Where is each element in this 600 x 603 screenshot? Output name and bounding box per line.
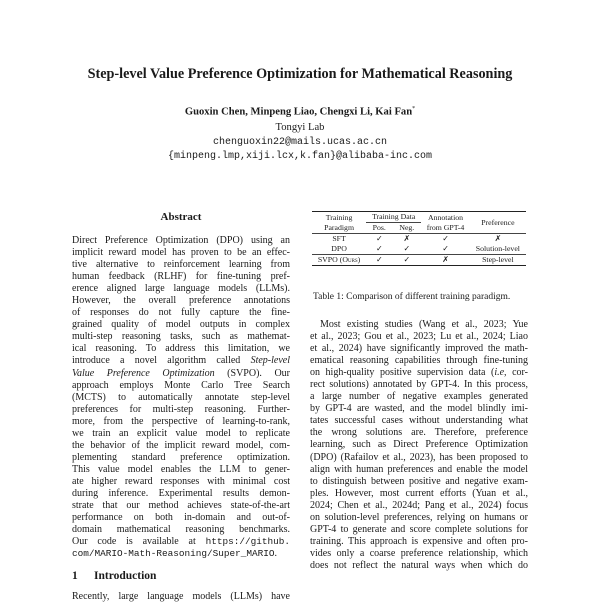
text-segment: does not reflect the natural ways when which do bbox=[310, 559, 528, 571]
text-segment: strate that our method achieves state-of-the-art bbox=[72, 500, 290, 512]
text-line bbox=[72, 331, 290, 343]
header-text: Annotation bbox=[427, 212, 464, 222]
text-line bbox=[310, 355, 528, 367]
text-segment: This value model enables the LLM to gener- bbox=[72, 463, 290, 475]
cell-paradigm: SVPO (Ours) bbox=[317, 255, 361, 264]
header-text: from GPT-4 bbox=[426, 222, 465, 232]
text-segment: vides only a coarse preference relationship, which bbox=[310, 547, 528, 559]
text-segment: Most existing studies (Wang et al., 2023; Yue bbox=[320, 319, 528, 330]
text-segment: ical reasoning. To address this limitation, we bbox=[72, 343, 290, 355]
cell-paradigm: SFT bbox=[332, 234, 346, 243]
text-line bbox=[310, 488, 528, 500]
text-segment: (SVPO). Our bbox=[214, 367, 290, 379]
corresponding-author-mark: * bbox=[412, 106, 416, 112]
text-segment: However, the overall preference annotations bbox=[72, 295, 290, 307]
cell-preference: Step-level bbox=[482, 255, 514, 264]
text-line bbox=[72, 488, 290, 500]
table-row bbox=[312, 255, 526, 266]
text-segment: et al., 2023; Gou et al., 2023; Lu et al., 2024; Liao bbox=[310, 331, 528, 343]
text-line bbox=[310, 560, 528, 572]
text-line bbox=[72, 380, 290, 392]
author-list bbox=[0, 106, 600, 118]
cell-neg: ✓ bbox=[403, 244, 411, 253]
text-line bbox=[72, 368, 290, 380]
cell-paradigm: DPO bbox=[331, 244, 347, 253]
header-neg: Neg. bbox=[399, 223, 415, 232]
intro-paragraph bbox=[72, 591, 290, 603]
text-segment: grained quality of model outputs in complex bbox=[72, 319, 290, 331]
text-line bbox=[72, 343, 290, 355]
text-line bbox=[72, 500, 290, 512]
section-number: 1 bbox=[72, 570, 78, 582]
text-segment: align with human preferences and enable the model bbox=[310, 463, 528, 475]
text-line bbox=[72, 319, 290, 331]
paper-title: Step-level Value Preference Optimization for Mathematical Reasoning bbox=[87, 66, 513, 82]
text-line bbox=[72, 548, 290, 560]
header-annotation bbox=[421, 212, 470, 234]
text-line bbox=[310, 512, 528, 524]
text-segment: performance on both in-domain and out-of- bbox=[72, 512, 290, 524]
cell-annotation: ✓ bbox=[442, 244, 449, 253]
text-line bbox=[310, 343, 528, 355]
text-line bbox=[72, 259, 290, 271]
cell-preference: ✗ bbox=[494, 234, 502, 243]
affiliation: Tongyi Lab bbox=[275, 122, 325, 133]
text-segment: et al., 2024) have significantly improved the math- bbox=[310, 343, 528, 355]
cell-neg: ✗ bbox=[403, 234, 411, 243]
cell-neg: ✓ bbox=[403, 255, 411, 264]
text-line bbox=[310, 331, 528, 343]
intro-body bbox=[310, 319, 528, 572]
table-row bbox=[312, 244, 526, 255]
text-segment: Value Preference Optimization bbox=[72, 367, 215, 379]
cell-pos: ✓ bbox=[375, 255, 383, 264]
email-primary: chenguoxin22@mails.ucas.ac.cn bbox=[212, 137, 388, 148]
text-line bbox=[310, 536, 528, 548]
header-training-data: Training Data bbox=[366, 212, 421, 223]
header-text: Training bbox=[325, 212, 353, 222]
text-segment: multi-step reasoning tasks, such as mathemat- bbox=[72, 331, 290, 343]
cell-pos: ✓ bbox=[375, 234, 383, 243]
text-line bbox=[72, 416, 290, 428]
text-segment: Step-level bbox=[250, 355, 290, 367]
text-segment: to distinguish between positive and negative exam- bbox=[310, 475, 528, 487]
text-segment: tates successful cases without understanding what bbox=[310, 415, 528, 427]
url-link[interactable]: com/MARIO-Math-Reasoning/Super_MARIO bbox=[72, 548, 275, 560]
text-segment: the wrong solutions are. Therefore, preference bbox=[310, 427, 528, 439]
text-segment: cor- bbox=[506, 367, 528, 379]
text-line bbox=[72, 512, 290, 524]
text-segment: of responses do not fully capture the fine- bbox=[72, 307, 290, 319]
text-segment: ate higher reward responses with minimal cost bbox=[72, 475, 290, 487]
table-caption: Table 1: Comparison of different training paradigm. bbox=[313, 292, 511, 302]
text-line bbox=[72, 307, 290, 319]
text-segment: on high-quality positive supervision data ( bbox=[310, 367, 495, 379]
email-group: {minpeng.lmp,xiji.lcx,k.fan}@alibaba-inc.com bbox=[167, 151, 433, 162]
text-line bbox=[72, 536, 290, 548]
text-segment: i.e, bbox=[494, 367, 507, 379]
url-link[interactable]: https://github. bbox=[205, 536, 290, 548]
table-row bbox=[312, 234, 526, 245]
text-segment: implicit reward model has proven to be an effec- bbox=[72, 247, 290, 259]
text-segment: during inference. Experimental results demon- bbox=[72, 487, 290, 499]
text-line bbox=[310, 319, 528, 331]
text-line bbox=[310, 464, 528, 476]
text-line bbox=[72, 452, 290, 464]
text-segment: tive alternative to reinforcement learning from bbox=[72, 259, 290, 271]
text-segment: ematical reasoning capabilities through fine-tuning bbox=[310, 355, 528, 367]
header-paradigm bbox=[312, 212, 366, 234]
text-line bbox=[310, 427, 528, 439]
text-segment: GPT-4 to generate and score complete solutions for bbox=[310, 523, 528, 535]
text-segment: (DPO) (Rafailov et al., 2023), has been proposed to bbox=[310, 451, 528, 463]
text-segment: more, from the perspective of learning-to-rank, bbox=[72, 415, 290, 427]
text-segment: 2024; Chen et al., 2024d; Pang et al., 2024) focus bbox=[310, 499, 528, 511]
cell-annotation: ✗ bbox=[442, 255, 449, 264]
text-line bbox=[310, 391, 528, 403]
cell-annotation: ✓ bbox=[442, 234, 449, 243]
text-line bbox=[72, 283, 290, 295]
text-line: Recently, large language models (LLMs) have bbox=[72, 591, 290, 602]
abstract-heading: Abstract bbox=[160, 211, 202, 223]
comparison-table bbox=[312, 211, 526, 266]
text-line bbox=[310, 439, 528, 451]
header-pos: Pos. bbox=[372, 223, 386, 232]
text-segment: . bbox=[274, 548, 278, 560]
text-segment: a large number of negative examples generated bbox=[310, 391, 528, 403]
text-line bbox=[72, 355, 290, 367]
text-segment: learning, such as Direct Preference Optimization bbox=[310, 439, 528, 451]
text-segment: Direct Preference Optimization (DPO) using an bbox=[72, 235, 290, 246]
text-line bbox=[72, 404, 290, 416]
text-line bbox=[310, 403, 528, 415]
text-segment: Our code is available at bbox=[72, 536, 206, 548]
text-line bbox=[310, 476, 528, 488]
header-text: Paradigm bbox=[324, 222, 355, 232]
text-segment: erence aligned large language models (LLMs). bbox=[72, 283, 290, 295]
text-segment: domain mathematical reasoning benchmarks. bbox=[72, 524, 290, 536]
text-segment: preferences for multi-step reasoning. Further- bbox=[72, 403, 290, 415]
text-line bbox=[310, 367, 528, 379]
text-segment: approach employs Monte Carlo Tree Search bbox=[72, 379, 290, 391]
text-line bbox=[310, 500, 528, 512]
section-heading-introduction bbox=[72, 570, 156, 582]
text-segment: rect solutions) annotated by GPT-4. In this process, bbox=[310, 379, 528, 391]
text-line bbox=[72, 247, 290, 259]
text-line bbox=[72, 271, 290, 283]
text-segment: the behavior of the implicit reward model, com- bbox=[72, 439, 290, 451]
text-segment: ples. However, most current efforts (Yuan et al., bbox=[310, 487, 528, 499]
authors: Guoxin Chen, Minpeng Liao, Chengxi Li, Kai Fan bbox=[184, 106, 413, 118]
section-title: Introduction bbox=[94, 570, 157, 582]
text-line bbox=[72, 524, 290, 536]
text-line bbox=[72, 464, 290, 476]
cell-pos: ✓ bbox=[375, 244, 383, 253]
text-segment: by GPT-4 are wasted, and the model blindly imi- bbox=[310, 403, 528, 415]
text-line bbox=[310, 524, 528, 536]
text-line bbox=[72, 428, 290, 440]
text-segment: (MCTS) to automatically annotate step-level bbox=[72, 391, 290, 403]
abstract-body bbox=[72, 235, 290, 560]
text-segment: plementing standard preference optimization. bbox=[72, 451, 290, 463]
text-segment: on solution-level preferences, relying on humans or bbox=[310, 511, 528, 523]
text-line bbox=[310, 452, 528, 464]
cell-preference: Solution-level bbox=[475, 244, 520, 253]
text-line bbox=[310, 379, 528, 391]
text-line bbox=[310, 415, 528, 427]
text-line bbox=[72, 235, 290, 247]
header-preference: Preference bbox=[481, 217, 515, 227]
text-line bbox=[72, 476, 290, 488]
text-line bbox=[72, 440, 290, 452]
text-segment: introduce a novel algorithm called bbox=[72, 355, 251, 367]
text-segment: we train an explicit value model to replicate bbox=[72, 427, 290, 439]
text-line bbox=[310, 548, 528, 560]
text-segment: training. This approach is expensive and often pro- bbox=[310, 535, 528, 547]
text-line bbox=[72, 392, 290, 404]
text-line bbox=[72, 295, 290, 307]
text-segment: human feedback (RLHF) for fine-tuning pref- bbox=[72, 271, 290, 283]
